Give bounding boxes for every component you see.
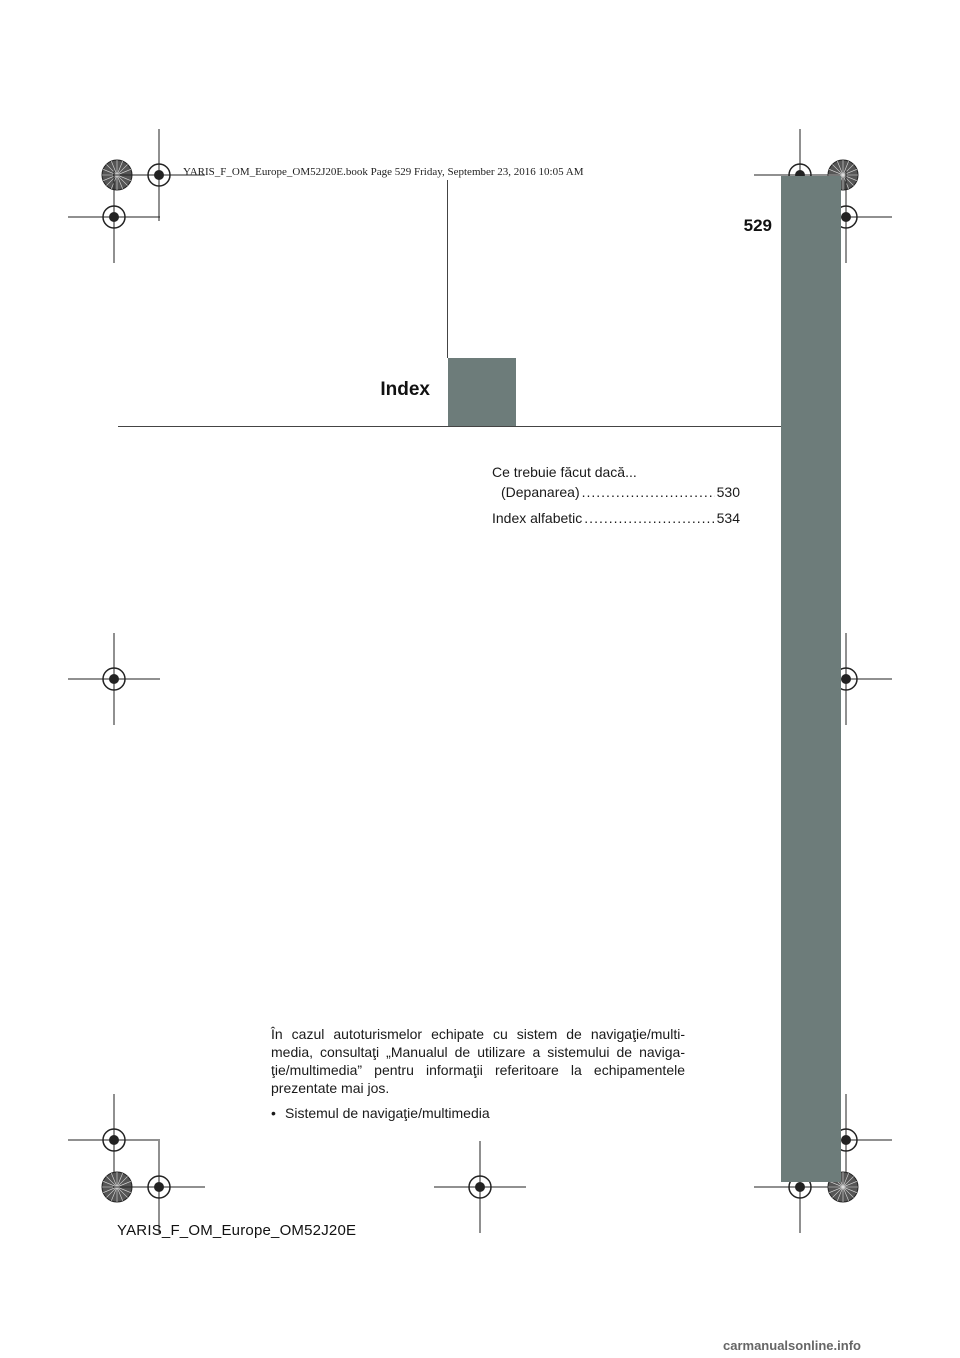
table-of-contents (492, 462, 740, 534)
bullet-item (271, 1104, 490, 1122)
chapter-side-tab (781, 176, 841, 1182)
site-watermark: carmanualsonline.info (723, 1338, 861, 1353)
toc-entry-alphabetical-index[interactable] (492, 508, 740, 528)
toc-entry-title: Ce trebuie făcut dacă... (492, 464, 637, 480)
vertical-rule (447, 180, 448, 358)
crosshair-mark (113, 1141, 205, 1233)
section-title: Index (380, 379, 430, 400)
toc-entry-page: 530 (716, 484, 740, 500)
crosshair-mark (68, 171, 160, 263)
toc-entry-title: Index alfabetic (492, 510, 583, 526)
horizontal-rule (118, 426, 781, 427)
toc-leader (582, 482, 715, 502)
document-id: YARIS_F_OM_Europe_OM52J20E (117, 1222, 357, 1239)
section-title-box (448, 358, 516, 426)
bullet-text: Sistemul de navigaţie/multimedia (285, 1105, 490, 1121)
bullet-icon: • (271, 1105, 276, 1121)
crosshair-mark (434, 1141, 526, 1233)
toc-entry-troubleshooting[interactable] (492, 462, 740, 502)
navigation-note: În cazul autoturismelor echipate cu sistem de navigaţie/multi-media, consultaţi „Manualul de utilizare a sistemului de naviga-ţie/multimedia” pentru informaţii referitoare la echipamentele prezentate mai jos. (271, 1026, 685, 1096)
crosshair-mark (68, 633, 160, 725)
toc-leader (584, 508, 714, 528)
page-number: 529 (743, 216, 772, 235)
toc-entry-page: 534 (716, 510, 740, 526)
print-header: YARIS_F_OM_Europe_OM52J20E.book Page 529 Friday, September 23, 2016 10:05 AM (183, 166, 584, 178)
toc-entry-subtitle: (Depanarea) (501, 484, 580, 500)
